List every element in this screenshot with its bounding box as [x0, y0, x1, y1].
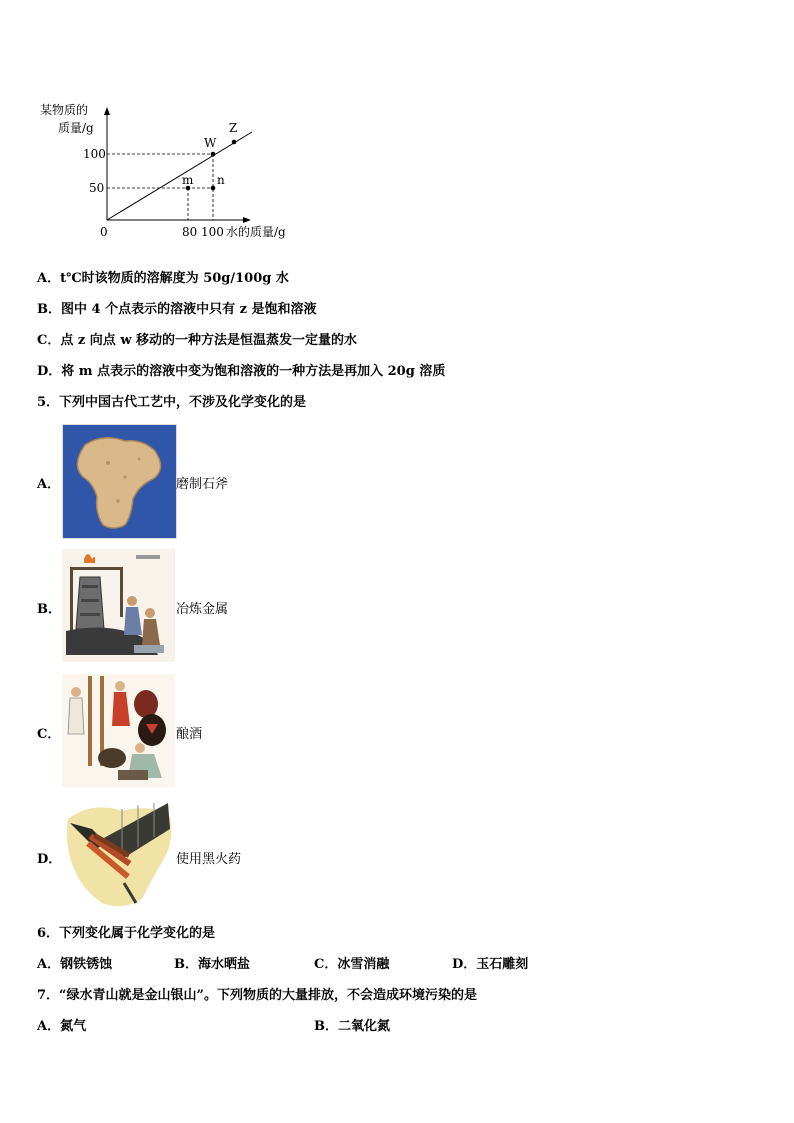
q7-option-a — [37, 1019, 86, 1035]
q5-option-c-label: 酿酒 — [176, 727, 203, 742]
question-stem: 7．“绿水青山就是金山银山”。下列物质的大量排放，不会造成环境污染的是 — [37, 988, 478, 1003]
question-stem: 5．下列中国古代工艺中，不涉及化学变化的是 — [37, 395, 307, 410]
option-letter: D． — [37, 364, 62, 379]
q5-option-c-letter: C． — [37, 727, 61, 742]
q5-option-a-letter: A． — [37, 477, 61, 492]
option-letter: C． — [314, 957, 338, 972]
y-axis-label-1: 某物质的 — [40, 103, 89, 117]
point-z-label: Z — [229, 121, 238, 135]
point-w — [211, 152, 216, 157]
q4-option-b — [37, 302, 317, 318]
option-text: t℃时该物质的溶解度为 50g/100g 水 — [60, 271, 289, 286]
q6-option-c — [314, 957, 389, 973]
option-text: 氮气 — [60, 1019, 87, 1034]
option-text: 海水晒盐 — [198, 957, 251, 972]
q4-option-c — [37, 333, 357, 349]
option-text: 二氧化氮 — [338, 1019, 391, 1034]
option-text: 玉石雕刻 — [476, 957, 529, 972]
option-letter: B． — [314, 1019, 338, 1034]
q5-stem — [37, 395, 306, 411]
x-axis-label: 水的质量/g — [226, 225, 286, 239]
point-n-label: n — [217, 173, 225, 187]
point-m-label: m — [182, 173, 194, 187]
brewing-wine-image — [62, 674, 175, 787]
origin-label: 0 — [100, 225, 108, 239]
stone-axe-image — [62, 424, 177, 539]
point-w-label: W — [204, 136, 217, 150]
option-letter: A． — [37, 271, 61, 286]
q7-stem — [37, 988, 477, 1004]
option-letter: A． — [37, 1019, 61, 1034]
q6-option-d — [452, 957, 528, 973]
q6-option-b — [174, 957, 250, 973]
x-tick-100: 100 — [201, 225, 224, 239]
option-text: 点 z 向点 w 移动的一种方法是恒温蒸发一定量的水 — [60, 333, 358, 348]
question-stem: 6．下列变化属于化学变化的是 — [37, 926, 216, 941]
option-text: 图中 4 个点表示的溶液中只有 z 是饱和溶液 — [61, 302, 317, 317]
q7-option-b — [314, 1019, 390, 1035]
q6-stem — [37, 926, 215, 942]
option-letter: A． — [37, 957, 61, 972]
option-text: 冰雪消融 — [337, 957, 390, 972]
y-tick-100: 100 — [83, 147, 106, 161]
option-letter: B． — [37, 302, 61, 317]
option-letter: D． — [452, 957, 477, 972]
q5-option-a-label: 磨制石斧 — [176, 477, 229, 492]
y-tick-50: 50 — [89, 181, 105, 195]
option-text: 将 m 点表示的溶液中变为饱和溶液的一种方法是再加入 20g 溶质 — [61, 364, 446, 379]
option-letter: C． — [37, 333, 61, 348]
q4-option-a — [37, 271, 289, 287]
q5-option-d-letter: D． — [37, 852, 62, 867]
q5-option-d-label: 使用黑火药 — [176, 852, 242, 867]
solubility-graph — [30, 95, 320, 245]
y-axis-label-2: 质量/g — [58, 121, 94, 135]
point-z — [232, 140, 237, 145]
q5-option-b-label: 冶炼金属 — [176, 602, 229, 617]
metal-smelting-image — [62, 549, 175, 662]
q4-option-d — [37, 364, 445, 380]
q5-option-b-letter: B． — [37, 602, 61, 617]
option-letter: B． — [174, 957, 198, 972]
x-tick-80: 80 — [182, 225, 198, 239]
option-text: 钢铁锈蚀 — [60, 957, 113, 972]
q6-option-a — [37, 957, 112, 973]
point-n — [211, 186, 216, 191]
black-powder-image — [62, 799, 175, 912]
